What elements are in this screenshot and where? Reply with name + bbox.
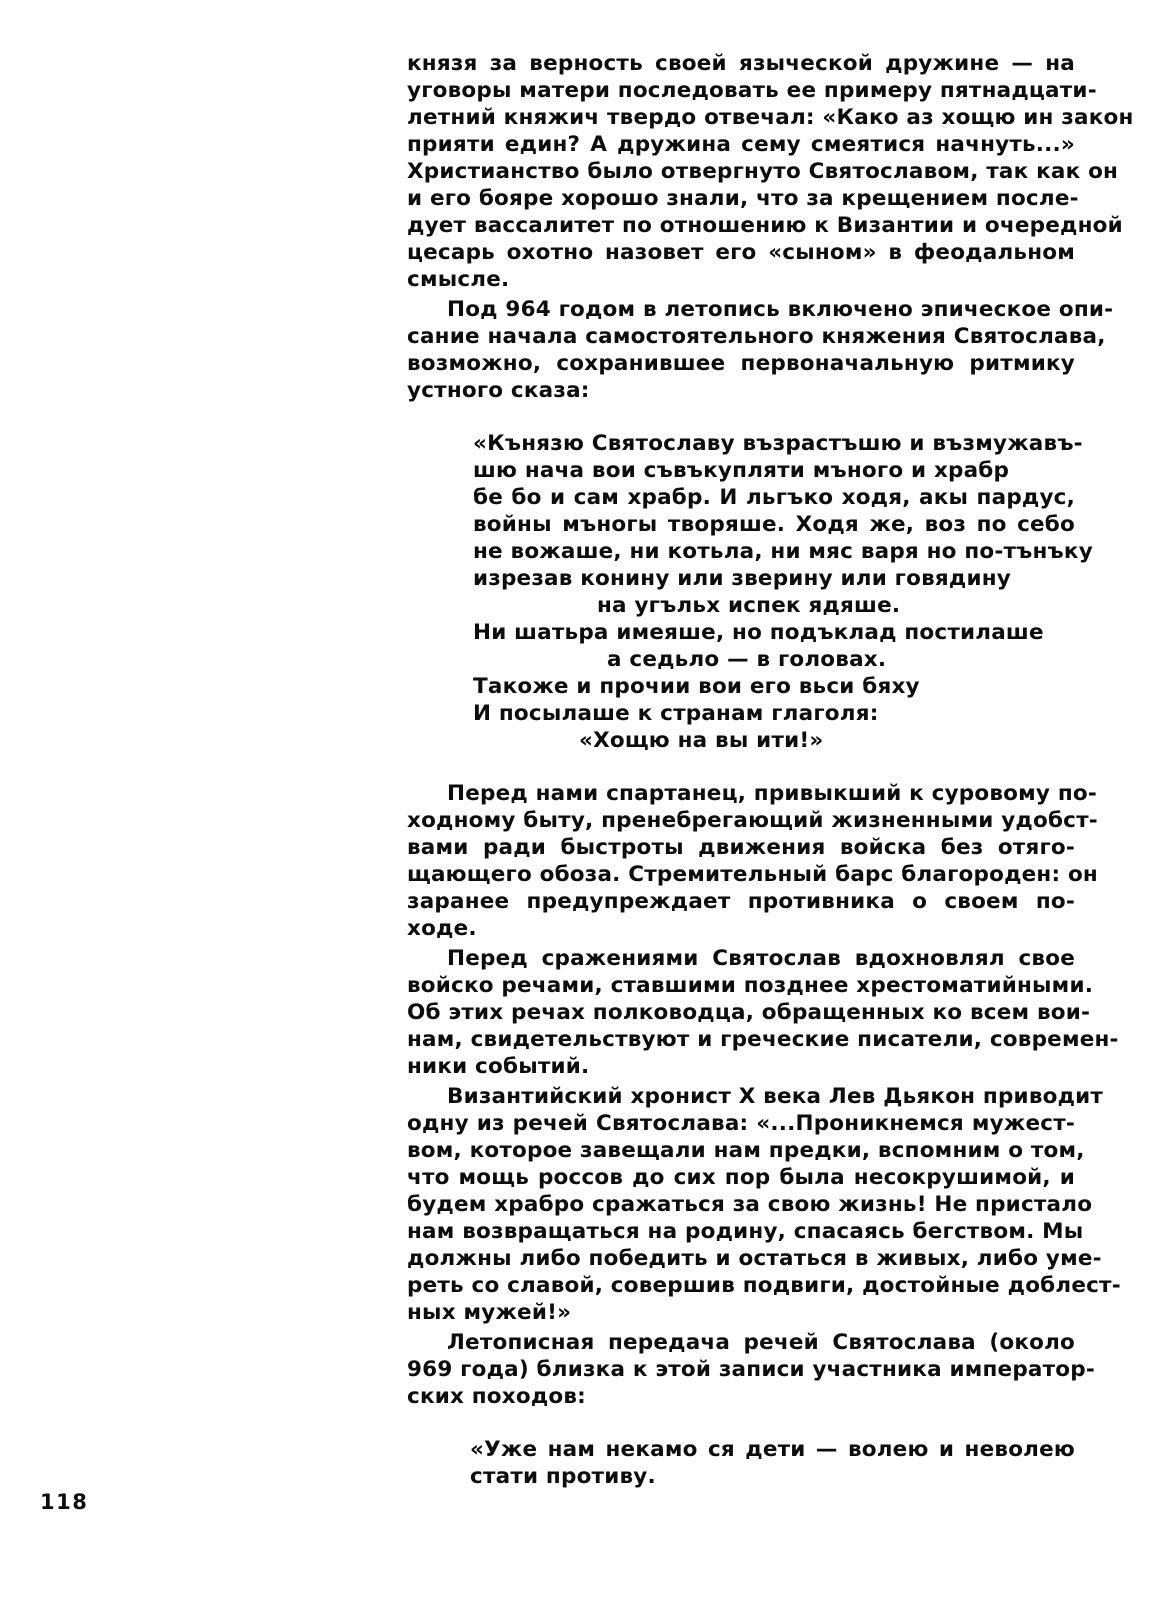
text-line: ходному быту, пренебрегающий жизненными удобст- bbox=[407, 808, 1098, 833]
text-line: реть со славой, совершив подвиги, достойные доблест- bbox=[407, 1273, 1121, 1298]
paragraph bbox=[407, 50, 1134, 293]
verse-line: «Хощю на вы ити!» bbox=[579, 728, 824, 753]
verse-line: бе бо и сам храбр. И льгъко ходя, акы пардус, bbox=[473, 485, 1075, 510]
text-line: уговоры матери последовать ее примеру пятнадцати- bbox=[407, 78, 1097, 103]
text-line: Летописная передача речей Святослава (около bbox=[447, 1330, 1075, 1355]
paragraph bbox=[407, 1329, 1095, 1410]
quote-line: «Уже нам некамо ся дети — волею и неволею bbox=[470, 1437, 1075, 1462]
text-line: нам, свидетельствуют и греческие писатели, современ- bbox=[407, 1027, 1119, 1052]
text-line: Перед сражениями Святослав вдохновлял свое bbox=[447, 946, 1075, 971]
text-line: нам возвращаться на родину, спасаясь бегством. Мы bbox=[407, 1219, 1084, 1244]
text-line: вами ради быстроты движения войска без отяго- bbox=[407, 835, 1075, 860]
text-line: Византийский хронист X века Лев Дьякон приводит bbox=[447, 1084, 1104, 1109]
text-line: ских походов: bbox=[407, 1384, 586, 1409]
chronicle-quote bbox=[407, 430, 1093, 754]
text-line: что мощь россов до сих пор была несокрушимой, и bbox=[407, 1165, 1075, 1190]
text-line: заранее предупреждает противника о своем по- bbox=[407, 889, 1075, 914]
text-line: устного сказа: bbox=[407, 378, 590, 403]
verse-line: не вожаше, ни котьла, ни мяс варя но по-тънъку bbox=[473, 539, 1093, 564]
text-line: летний княжич твердо отвечал: «Како аз хощю ин закон bbox=[407, 105, 1134, 130]
text-line: князя за верность своей языческой дружине — на bbox=[407, 51, 1075, 76]
paragraph bbox=[407, 296, 1114, 404]
verse-line: на угъльх испек ядяше. bbox=[597, 593, 901, 618]
text-line: будем храбро сражаться за свою жизнь! Не пристало bbox=[407, 1192, 1093, 1217]
text-line: Под 964 годом в летопись включено эпическое опи- bbox=[447, 297, 1114, 322]
text-line: и его бояре хорошо знали, что за крещением после- bbox=[407, 186, 1079, 211]
verse-line: шю нача вои съвъкупляти мъного и храбр bbox=[473, 458, 1010, 483]
text-line: сание начала самостоятельного княжения Святослава, bbox=[407, 324, 1106, 349]
text-line: Христианство было отвергнуто Святославом, так как он bbox=[407, 159, 1119, 184]
text-line: цесарь охотно назовет его «сыном» в феодальном bbox=[407, 240, 1075, 265]
verse-line: изрезав конину или зверину или говядину bbox=[473, 566, 1011, 591]
text-line: ных мужей!» bbox=[407, 1300, 572, 1325]
text-line: ходе. bbox=[407, 916, 477, 941]
text-line: смысле. bbox=[407, 267, 510, 292]
text-line: вом, которое завещали нам предки, вспомним о том, bbox=[407, 1138, 1085, 1163]
verse-line: Ни шатьра имеяше, но подъклад постилаше bbox=[473, 620, 1044, 645]
paragraph bbox=[407, 780, 1098, 942]
verse-line: Такоже и прочии вои его вьси бяху bbox=[473, 674, 920, 699]
text-line: Об этих речах полководца, обращенных ко всем вои- bbox=[407, 1000, 1091, 1025]
text-line: ники событий. bbox=[407, 1054, 590, 1079]
verse-line: войны мъногы творяше. Ходя же, воз по себо bbox=[473, 512, 1075, 537]
text-line: Перед нами спартанец, привыкший к суровому по- bbox=[447, 781, 1097, 806]
verse-line: И посылаше к странам глаголя: bbox=[473, 701, 879, 726]
verse-line: «Кънязю Святославу възрастъшю и възмужавъ- bbox=[473, 431, 1083, 456]
text-column bbox=[407, 50, 1134, 1490]
paragraph bbox=[407, 945, 1119, 1080]
verse-line: а седьло — в головах. bbox=[607, 647, 887, 672]
text-line: одну из речей Святослава: «...Проникнемся мужест- bbox=[407, 1111, 1075, 1136]
text-line: 969 года) близка к этой записи участника император- bbox=[407, 1357, 1095, 1382]
text-line: возможно, сохранившее первоначальную ритмику bbox=[407, 351, 1075, 376]
text-line: войско речами, ставшими позднее хрестоматийными. bbox=[407, 973, 1094, 998]
text-line: должны либо победить и остаться в живых, либо уме- bbox=[407, 1246, 1102, 1271]
text-line: щающего обоза. Стремительный барс благороден: он bbox=[407, 862, 1098, 887]
text-line: прияти един? А дружина сему смеятися начнуть...» bbox=[407, 132, 1075, 157]
chronicle-quote bbox=[407, 1436, 1075, 1490]
text-line: дует вассалитет по отношению к Византии и очередной bbox=[407, 213, 1123, 238]
paragraph bbox=[407, 1083, 1121, 1326]
quote-line: стати противу. bbox=[470, 1464, 656, 1489]
page-number: 118 bbox=[40, 1490, 89, 1514]
